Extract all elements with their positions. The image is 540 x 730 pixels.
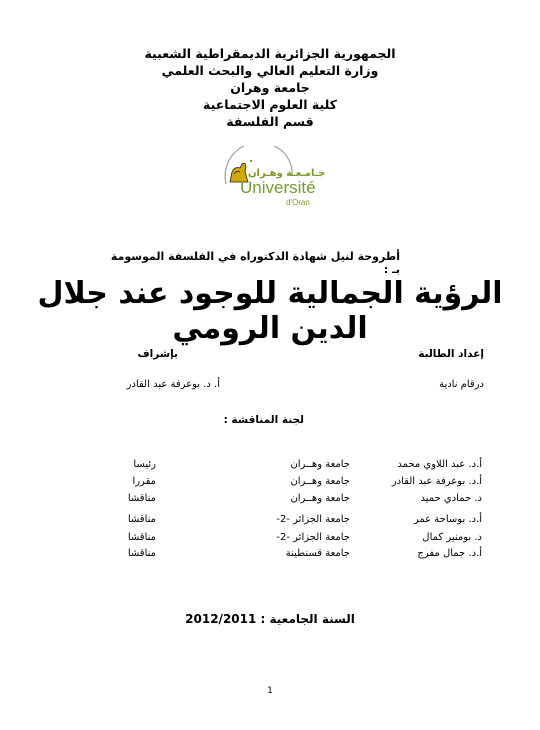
student-name: درقام نادية	[439, 379, 484, 390]
page-number: 1	[267, 686, 273, 696]
supervisor-name: أ. د. بوعرفة عبد القادر	[126, 379, 220, 390]
committee-member-role: مناقشا	[127, 514, 156, 525]
committee-member-university: جامعة قسنطينة	[285, 548, 350, 559]
committee-member-name: د. بومنير كمال	[422, 532, 482, 543]
thesis-subtitle: أطروحة لنيل شهادة الدكتوراه في الفلسفة الموسومة بـ :	[110, 250, 400, 276]
committee-member-university: جامعة وهــران	[290, 459, 350, 470]
committee-member-role: مناقشا	[127, 493, 156, 504]
academic-year: السنة الجامعية : 2012/2011	[185, 612, 355, 626]
committee-member-role: رئيسا	[133, 459, 156, 470]
header-line-republic: الجمهورية الجزائرية الديمقراطية الشعبية	[144, 46, 396, 61]
committee-member-role: مناقشا	[127, 532, 156, 543]
committee-label: لجنة المناقشة :	[223, 414, 304, 426]
committee-member-university: جامعة وهــران	[290, 493, 350, 504]
header-line-university: جامعة وهران	[230, 80, 310, 95]
thesis-title: الرؤية الجمالية للوجود عند جلال الدين الرومي	[37, 276, 503, 346]
committee-member-university: جامعة الجزائر -2-	[276, 514, 350, 525]
header-line-ministry: وزارة التعليم العالي والبحث العلمي	[161, 63, 379, 78]
header-line-department: قسم الفلسفة	[226, 114, 314, 129]
university-logo	[218, 146, 328, 212]
committee-member-role: مناقشا	[127, 548, 156, 559]
logo-sub-text: d'Oran	[286, 198, 310, 207]
committee-member-name: أ.د. عبد اللاوي محمد	[397, 459, 482, 470]
committee-member-university: جامعة الجزائر -2-	[276, 532, 350, 543]
committee-member-university: جامعة وهــران	[290, 476, 350, 487]
logo-arabic-text: جـامـعـة وهـران	[248, 168, 326, 179]
logo-latin-text: Université	[240, 178, 316, 197]
committee-member-role: مقررا	[132, 476, 156, 487]
header-line-faculty: كلية العلوم الاجتماعية	[203, 97, 337, 112]
supervision-label: بإشراف	[137, 348, 178, 360]
committee-member-name: أ.د. بوعرفة عبد القادر	[391, 476, 482, 487]
committee-member-name: أ.د. جمال مفرج	[417, 548, 482, 559]
committee-member-name: أ.د. بوساحة عمر	[413, 514, 482, 525]
prepared-by-label: إعداد الطالبة	[418, 348, 484, 360]
committee-member-name: د. حمادي حميد	[420, 493, 482, 504]
